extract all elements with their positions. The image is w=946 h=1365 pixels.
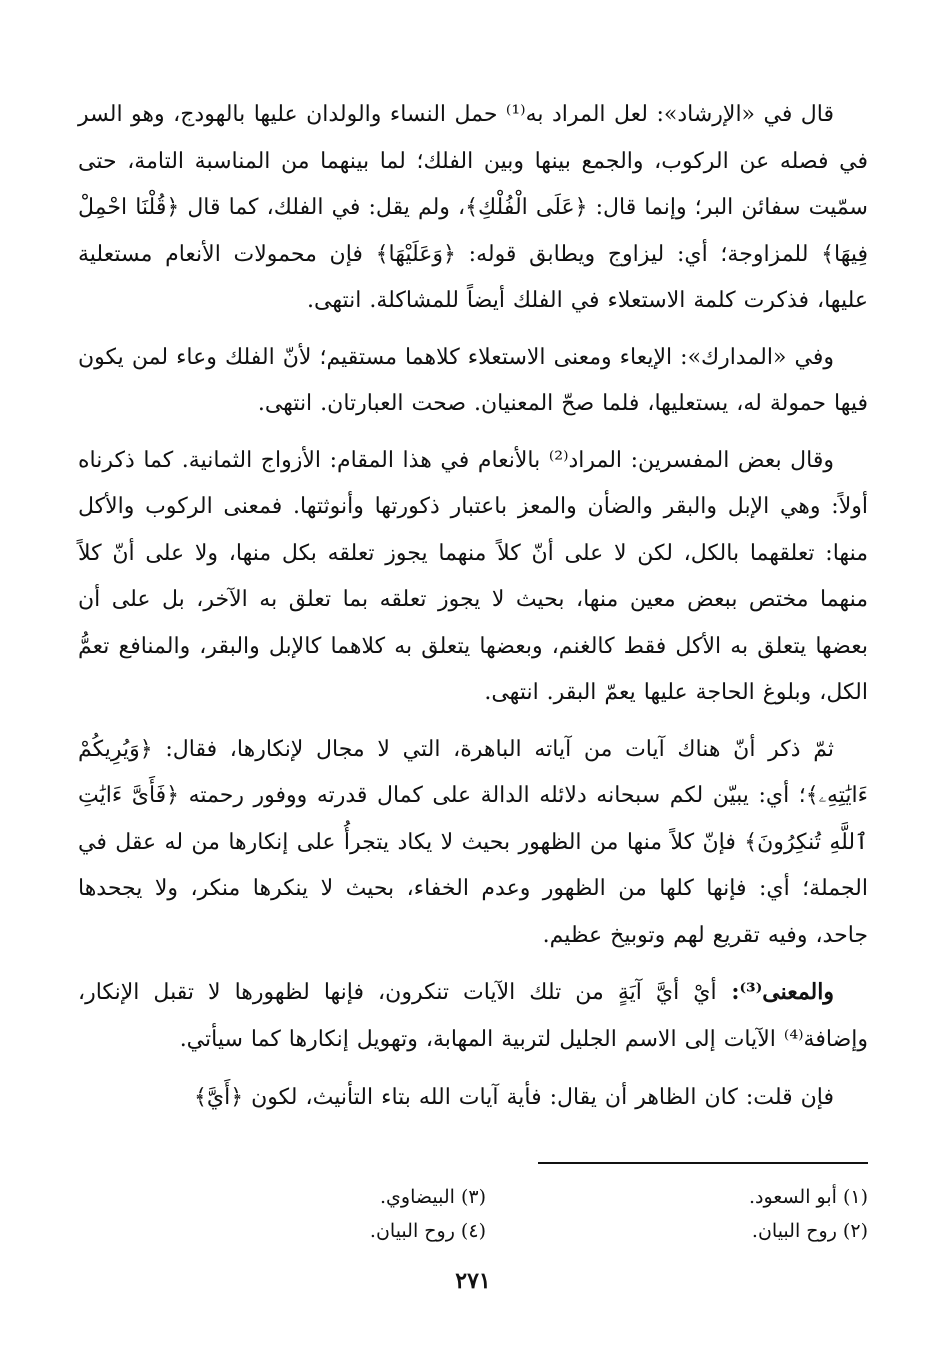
maana-text: أيْ أيَّ آيَةٍ من تلك الآيات تنكرون، فإنها لظهورها لا تقبل الإنكار، وإضافة⁽⁴⁾ الآيات إلى الاسم الجليل لتربية المهابة، وتهويل إنكارها كما سيأتي. — [78, 980, 868, 1052]
footnote-1: (١) أبو السعود. — [748, 1186, 868, 1208]
paragraph-madarik: وفي «المدارك»: الإيعاء ومعنى الاستعلاء كلاهما مستقيم؛ لأنّ الفلك وعاء لمن يكون فيها حمولة له، يستعليها، فلما صحّ المعنيان. صحت العبارتان. انتهى. — [78, 344, 868, 416]
paragraph-ayat: ثمّ ذكر أنّ هناك آيات من آياته الباهرة، التي لا مجال لإنكارها، فقال: ﴿وَيُرِيكُمْ ءَايَٰتِهِۦ﴾؛ أي: يبيّن لكم سبحانه دلائله الدالة على كمال قدرته ووفور رحمته ﴿فَأَىَّ ءَايَٰتِ ٱللَّهِ تُنكِرُونَ﴾ فإنّ كلاً منها من الظهور بحيث لا يكاد يتجرأُ على إنكارها من له عقل في الجملة؛ أي: فإنها كلها من الظهور وعدم الخفاء، بحيث لا ينكرها منكر، ولا يجحدها جاحد، وفيه تقريع لهم وتوبيخ عظيم. — [78, 736, 868, 948]
page-number: ٢٧١ — [455, 1268, 491, 1294]
paragraph-maana — [78, 969, 868, 1063]
main-text — [78, 92, 868, 1122]
footnote-2: (٢) روح البيان. — [751, 1220, 868, 1242]
footnote-column-right — [568, 1180, 868, 1248]
footnote-column-left — [186, 1180, 486, 1248]
footnote-4: (٤) روح البيان. — [369, 1220, 486, 1242]
maana-lead: والمعنى⁽³⁾: — [716, 979, 834, 1005]
footnote-3: (٣) البيضاوي. — [380, 1186, 486, 1208]
footnote-separator — [538, 1162, 868, 1164]
paragraph-question: فإن قلت: كان الظاهر أن يقال: فأية آيات الله بتاء التأنيث، لكون ﴿أَيَّ﴾ — [194, 1085, 834, 1110]
paragraph-mufassirin: وقال بعض المفسرين: المراد⁽²⁾ بالأنعام في هذا المقام: الأزواج الثمانية. كما ذكرناه أولاً: وهي الإبل والبقر والضأن والمعز باعتبار ذكورتها وأنوثتها. فمعنى الركوب والأكل منها: تعلقهما بالكل، لكن لا على أنّ كلاً منهما يجوز تعلقه بكل منها، ولا على أنّ كلاً منهما مختص ببعض معين منها، بحيث لا يجوز تعلقه بما تعلق به الآخر، بل على أن بعضها يتعلق به الأكل فقط كالغنم، وبعضها يتعلق به كلاهما كالإبل والبقر، والمنافع تعمُّ الكل، وبلوغ الحاجة عليها يعمّ البقر. انتهى. — [78, 447, 868, 705]
paragraph-irshad: قال في «الإرشاد»: لعل المراد به⁽¹⁾ حمل النساء والولدان عليها بالهودج، وهو السر في فصله عن الركوب، والجمع بينها وبين الفلك؛ لما بينهما من المناسبة التامة، حتى سمّيت سفائن البر؛ وإنما قال: ﴿عَلَى الْفُلْكِ﴾، ولم يقل: في الفلك، كما قال ﴿قُلْنَا احْمِلْ فِيهَا﴾ للمزاوجة؛ أي: ليزاوج ويطابق قوله: ﴿وَعَلَيْهَا﴾ فإن محمولات الأنعام مستعلية عليها، فذكرت كلمة الاستعلاء في الفلك أيضاً للمشاكلة. انتهى. — [78, 102, 868, 313]
